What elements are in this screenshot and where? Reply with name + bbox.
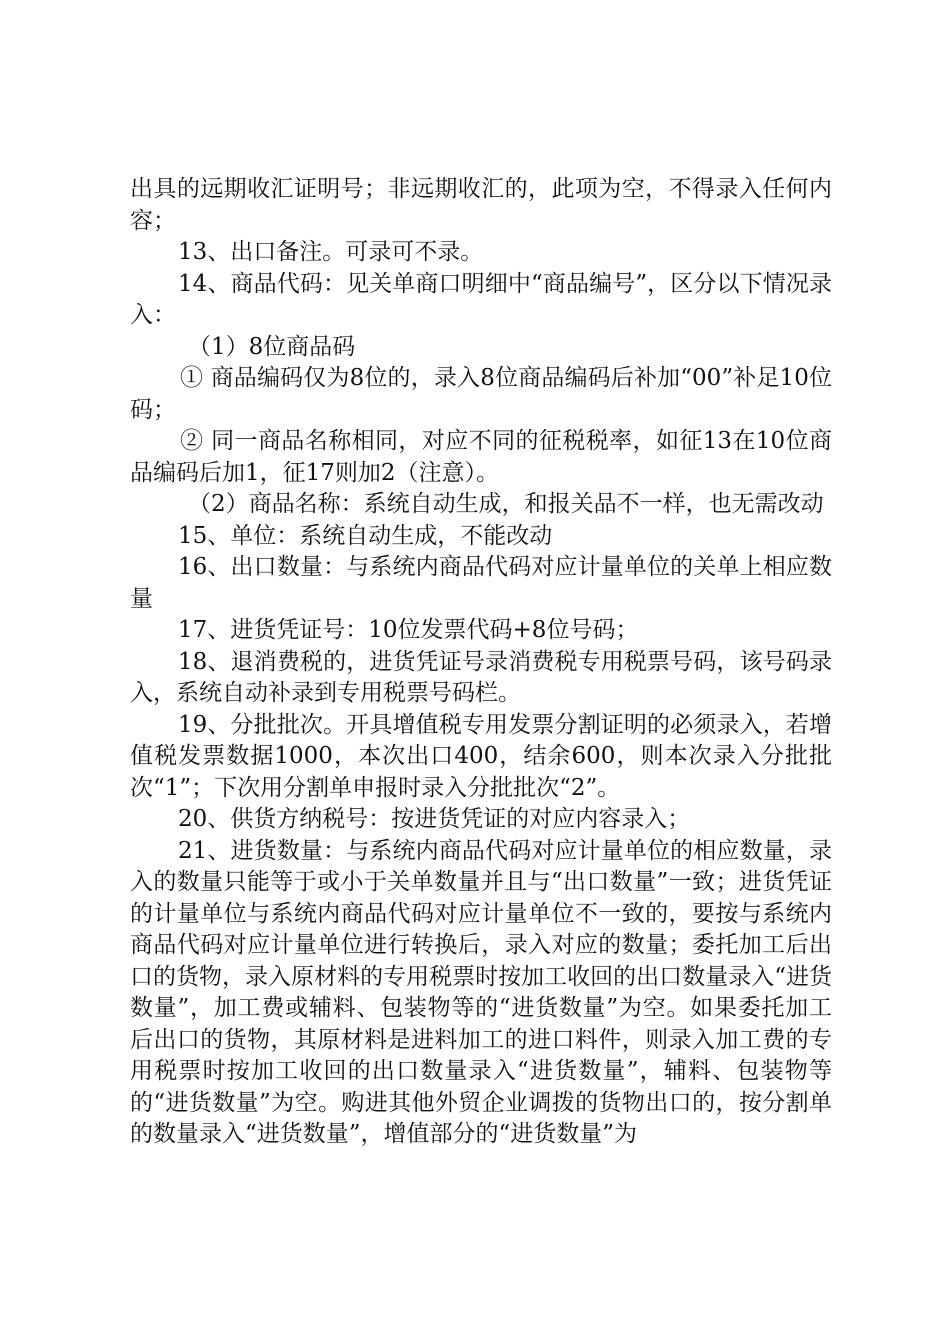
paragraph-item-16: 16、出口数量：与系统内商品代码对应计量单位的关单上相应数量 <box>130 554 832 612</box>
paragraph-item-13: 13、出口备注。可录可不录。 <box>178 239 484 265</box>
paragraph-item-18: 18、退消费税的，进货凭证号录消费税专用税票号码，该号码录入，系统自动补录到专用税票号码栏。 <box>130 648 832 706</box>
paragraph-item-20: 20、供货方纳税号：按进货凭证的对应内容录入； <box>178 806 691 832</box>
paragraph-item-17: 17、进货凭证号：10位发票代码+8位号码； <box>178 617 639 643</box>
paragraph-item-21: 21、进货数量：与系统内商品代码对应计量单位的相应数量，录入的数量只能等于或小于关单数量并且与“出口数量”一致；进货凭证的计量单位与系统内商品代码对应计量单位不一致的，要按与系统内商品代码对应计量单位进行转换后，录入对应的数量；委托加工后出口的货物，录入原材料的专用税票时按加工收回的出口数量录入“进货数量”，加工费或辅料、包装物等的“进货数量”为空。如果委托加工后出口的货物，其原材料是进料加工的进口料件，则录入加工费的专用税票时按加工收回的出口数量录入“进货数量”，辅料、包装物等的“进货数量”为空。购进其他外贸企业调拨的货物出口的，按分割单的数量录入“进货数量”，增值部分的“进货数量”为 <box>130 837 832 1147</box>
paragraph-sub-1: （1）8位商品码 <box>188 333 356 360</box>
paragraph-sub-2: （2）商品名称：系统自动生成，和报关品不一样，也无需改动 <box>188 491 824 517</box>
paragraph-sub-1-point-2: ② 同一商品名称相同，对应不同的征税税率，如征13在10位商品编码后加1，征17则加2（注意）。 <box>130 428 832 486</box>
paragraph-item-19: 19、分批批次。开具增值税专用发票分割证明的必须录入，若增值税发票数据1000，本次出口400，结余600，则本次录入分批批次“1”；下次用分割单申报时录入分批批次“2”。 <box>130 711 832 801</box>
paragraph-item-15: 15、单位：系统自动生成，不能改动 <box>178 522 553 549</box>
paragraph-item-14: 14、商品代码：见关单商口明细中“商品编号”，区分以下情况录入： <box>130 270 832 328</box>
paragraph-continuation: 出具的远期收汇证明号；非远期收汇的，此项为空，不得录入任何内容； <box>130 176 832 234</box>
paragraph-sub-1-point-1: ① 商品编码仅为8位的，录入8位商品编码后补加“00”补足10位码； <box>130 365 832 423</box>
document-body <box>130 174 832 1151</box>
